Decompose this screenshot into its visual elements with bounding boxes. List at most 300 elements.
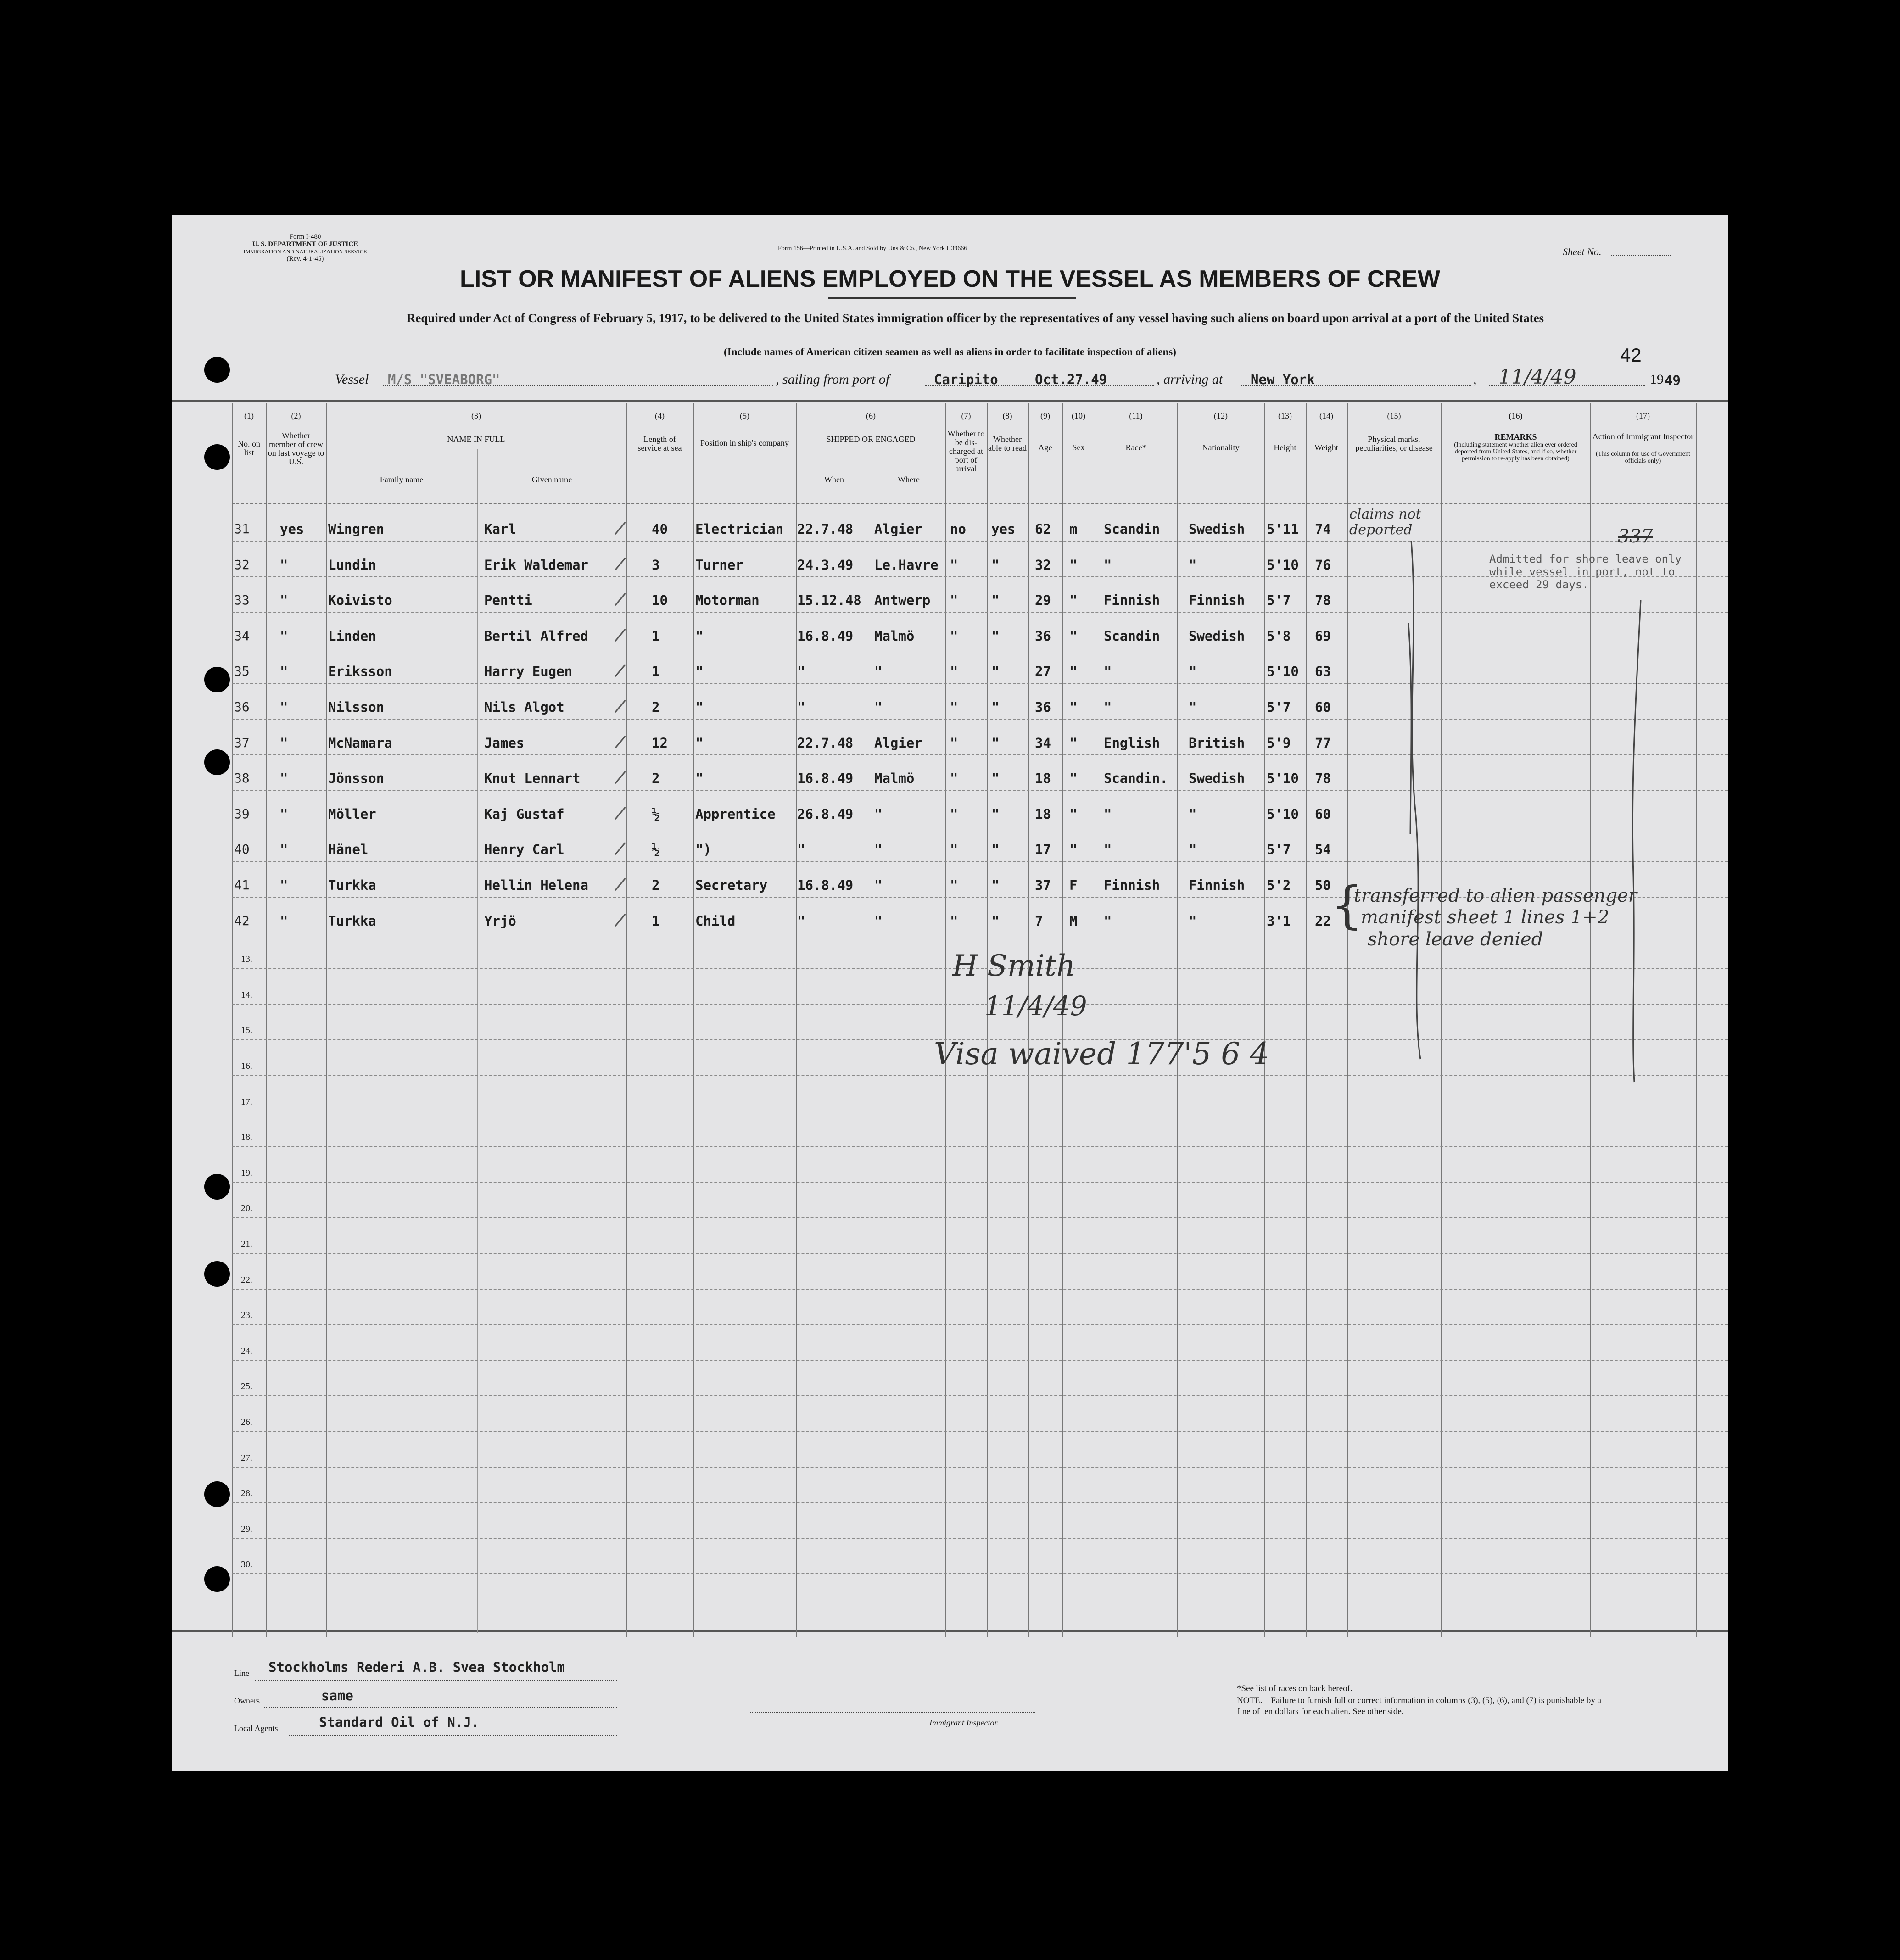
cell-crew-last-voyage[interactable]: " — [280, 592, 288, 609]
cell-given-name[interactable]: Harry Eugen — [484, 664, 573, 680]
cell-crew-last-voyage[interactable]: " — [280, 842, 288, 858]
cell-age[interactable]: 18 — [1035, 806, 1051, 822]
cell-nationality[interactable]: Swedish — [1189, 771, 1245, 787]
cell-age[interactable]: 17 — [1035, 842, 1051, 858]
cell-service-length[interactable]: 1 — [652, 913, 660, 929]
cell-service-length[interactable]: 1 — [652, 628, 660, 644]
transferred-note-1: transferred to alien passenger — [1354, 885, 1637, 906]
cell-weight[interactable]: 22 — [1315, 913, 1331, 929]
blank-row-number: 19. — [241, 1167, 252, 1178]
blank-row-number: 20. — [241, 1203, 252, 1214]
col9-header: Age — [1038, 443, 1052, 452]
cell-given-name[interactable]: Erik Waldemar — [484, 557, 588, 573]
cell-weight[interactable]: 60 — [1315, 806, 1331, 822]
cell-nationality[interactable]: Swedish — [1189, 521, 1245, 537]
table-row-rule — [232, 1538, 1728, 1539]
cell-height[interactable]: 5'10 — [1267, 806, 1299, 822]
cell-shipped-where[interactable]: Antwerp — [874, 592, 931, 609]
cell-crew-last-voyage[interactable]: " — [280, 628, 288, 644]
col3-header: NAME IN FULL — [447, 435, 505, 444]
cell-crew-last-voyage[interactable]: " — [280, 771, 288, 787]
footer-owners-label: Owners — [234, 1696, 260, 1705]
cell-shipped-when[interactable]: 22.7.48 — [797, 735, 854, 751]
cell-nationality[interactable]: " — [1189, 842, 1197, 858]
cell-discharged[interactable]: " — [950, 913, 958, 929]
cell-position[interactable]: " — [695, 664, 704, 680]
cell-position[interactable]: " — [695, 628, 704, 644]
cell-weight[interactable]: 54 — [1315, 842, 1331, 858]
binder-hole — [204, 444, 230, 470]
cell-height[interactable]: 5'7 — [1267, 842, 1291, 858]
col15-num: (15) — [1387, 411, 1401, 420]
blank-row-number: 22. — [241, 1274, 252, 1285]
table-row-rule — [232, 1395, 1728, 1396]
cell-sex[interactable]: " — [1069, 628, 1078, 644]
cell-discharged[interactable]: " — [950, 771, 958, 787]
cell-given-name[interactable]: Nils Algot — [484, 699, 564, 715]
cell-height[interactable]: 5'9 — [1267, 735, 1291, 751]
cell-nationality[interactable]: " — [1189, 699, 1197, 715]
cell-race[interactable]: Scandin. — [1104, 771, 1168, 787]
table-row-rule — [232, 1217, 1728, 1218]
cell-crew-last-voyage[interactable]: " — [280, 913, 288, 929]
cell-shipped-when[interactable]: " — [797, 842, 805, 858]
col16-num: (16) — [1509, 411, 1523, 420]
blank-row-number: 29. — [241, 1524, 252, 1534]
check-tick — [615, 807, 626, 820]
cell-family-name[interactable]: Lundin — [328, 557, 376, 573]
arriving-port[interactable]: New York — [1251, 372, 1315, 387]
cell-position[interactable]: " — [695, 699, 704, 715]
form-dept: U. S. DEPARTMENT OF JUSTICE — [252, 240, 358, 248]
cell-sex[interactable]: " — [1069, 735, 1078, 751]
page-number: 42 — [1620, 344, 1642, 366]
cell-shipped-where[interactable]: Algier — [874, 521, 922, 537]
cell-position[interactable]: Electrician — [695, 521, 784, 537]
cell-shipped-when[interactable]: " — [797, 664, 805, 680]
cell-shipped-where[interactable]: Algier — [874, 735, 922, 751]
cell-race[interactable]: " — [1104, 664, 1112, 680]
table-bottom-rule — [172, 1630, 1728, 1632]
blank-row-number: 26. — [241, 1417, 252, 1427]
table-row-rule — [232, 1431, 1728, 1432]
cell-race[interactable]: Scandin — [1104, 628, 1160, 644]
binder-hole — [204, 1481, 230, 1507]
col3-num: (3) — [471, 411, 481, 420]
cell-height[interactable]: 5'11 — [1267, 521, 1299, 537]
cell-nationality[interactable]: " — [1189, 664, 1197, 680]
cell-shipped-when[interactable]: 16.8.49 — [797, 628, 854, 644]
transfer-bracket: { — [1331, 876, 1363, 934]
cell-race[interactable]: " — [1104, 557, 1112, 573]
sheet-number-label: Sheet No. — [1563, 246, 1602, 257]
cell-shipped-when[interactable]: 24.3.49 — [797, 557, 854, 573]
binder-hole — [204, 1261, 230, 1287]
cell-discharged[interactable]: " — [950, 699, 958, 715]
table-row-rule — [232, 1502, 1728, 1503]
table-row-rule — [232, 1075, 1728, 1076]
cell-nationality[interactable]: Finnish — [1189, 877, 1245, 893]
cell-shipped-when[interactable]: " — [797, 699, 805, 715]
cell-position[interactable]: Apprentice — [695, 806, 776, 822]
cell-row-number[interactable]: 33 — [234, 592, 250, 608]
cell-row-number[interactable]: 39 — [234, 806, 250, 821]
cell-age[interactable]: 34 — [1035, 735, 1051, 751]
cell-discharged[interactable]: " — [950, 557, 958, 573]
fine-note: NOTE.—Failure to furnish full or correct information in columns (3), (5), (6), and (7) is punishable by a fine of ten dollars for each alien. See other side. — [1237, 1696, 1602, 1716]
blank-row-number: 25. — [241, 1381, 252, 1392]
blank-row-number: 13. — [241, 954, 252, 965]
cell-able-to-read[interactable]: " — [991, 699, 1000, 715]
cell-row-number[interactable]: 38 — [234, 771, 250, 786]
cell-row-number[interactable]: 35 — [234, 664, 250, 679]
col6-num: (6) — [866, 411, 876, 420]
cell-height[interactable]: 3'1 — [1267, 913, 1291, 929]
page-subtitle: Required under Act of Congress of February 5, 1917, to be delivered to the United States immigration officer by the representatives of any vessel having such aliens on board upon arrival at a port of the United States — [406, 311, 1544, 325]
cell-position[interactable]: Turner — [695, 557, 743, 573]
cell-able-to-read[interactable]: " — [991, 842, 1000, 858]
col3-given-header: Given name — [531, 475, 572, 484]
cell-sex[interactable]: F — [1069, 877, 1078, 893]
col11-num: (11) — [1129, 411, 1143, 420]
col4-header: Length of service at sea — [637, 435, 682, 452]
cell-weight[interactable]: 76 — [1315, 557, 1331, 573]
cell-age[interactable]: 32 — [1035, 557, 1051, 573]
cell-race[interactable]: Scandin — [1104, 521, 1160, 537]
cell-race[interactable]: " — [1104, 842, 1112, 858]
cell-shipped-where[interactable]: Malmö — [874, 771, 915, 787]
table-row-rule — [232, 1573, 1728, 1574]
cell-discharged[interactable]: " — [950, 842, 958, 858]
table-row-rule — [232, 1360, 1728, 1361]
cell-height[interactable]: 5'10 — [1267, 771, 1299, 787]
cell-able-to-read[interactable]: " — [991, 877, 1000, 893]
cell-crew-last-voyage[interactable]: " — [280, 735, 288, 751]
col17-header: Action of Immigrant Inspector — [1592, 432, 1694, 441]
cell-shipped-where[interactable]: " — [874, 664, 883, 680]
cell-age[interactable]: 18 — [1035, 771, 1051, 787]
footer-line-value[interactable]: Stockholms Rederi A.B. Svea Stockholm — [268, 1659, 565, 1675]
cell-weight[interactable]: 69 — [1315, 628, 1331, 644]
cell-shipped-where[interactable]: Le.Havre — [874, 557, 939, 573]
year-prefix: 19 — [1650, 372, 1664, 387]
cell-shipped-when[interactable]: 15.12.48 — [797, 592, 861, 609]
cell-weight[interactable]: 78 — [1315, 771, 1331, 787]
cell-height[interactable]: 5'8 — [1267, 628, 1291, 644]
cell-height[interactable]: 5'10 — [1267, 664, 1299, 680]
cell-age[interactable]: 37 — [1035, 877, 1051, 893]
table-row-rule — [232, 861, 1728, 862]
col5-num: (5) — [740, 411, 749, 420]
cell-service-length[interactable]: 3 — [652, 557, 660, 573]
col14-header: Weight — [1314, 443, 1338, 452]
cell-crew-last-voyage[interactable]: " — [280, 699, 288, 715]
cell-shipped-where[interactable]: " — [874, 699, 883, 715]
blank-row-number: 18. — [241, 1132, 252, 1143]
cell-sex[interactable]: " — [1069, 771, 1078, 787]
blank-row-number: 28. — [241, 1488, 252, 1499]
inspector-signature-date: 11/4/49 — [984, 990, 1087, 1022]
manifest-sheet: Form I-480 U. S. DEPARTMENT OF JUSTICE IMMIGRATION AND NATURALIZATION SERVICE (Rev. 4-1-45) Form 156—Printed in U.S.A. and Sold by Uns & Co., New York U39666 Sheet No. LIST OR MANIFEST OF ALIENS EMPLOYED ON THE VESSEL AS MEMBERS OF CREW Required under Act of Congress of February 5, 1917, to be delivered to the United States immigration officer by the representatives of any vessel having such aliens on board upon arrival at a port of the United States (Include names of American citizen seamen as well as aliens in order to facilitate inspection of aliens) 42 Vessel M/S "SVEABORG" , sailing from port of Caripito Oct.27.49 , arriving at New York , 11/4/49 19 49 (1) (2) (3) (4) (5) (6) (7) (8) (9) (10) (11) (12) (13) (14) (15) (16) (17) No. on list Whether member of crew on last voyage to U.S. NAME IN FULL Family name Given name Length of service at sea Position in ship's company SHIPPED OR ENGAGED When Where Whether to be dis-charged at port of arrival Whether able to read Age Sex Race* Nationality Height Weight Physical marks, peculiarities, or disease REMARKS (Including statement whether alien ever ordered deported from United States, and if so, whether permission to re-apply has been obtained) Action of Immigrant Inspector (This column for use of Government officials only) 31 yes Wingren Karl 40 Electrician 22.7.48 Algier no yes 62 m Scandin Swedish 5'11 74 32 " Lundin Erik Waldemar 3 Turner 24.3.49 Le.Havre " " 32 " " " 5'10 76 33 " Koivisto Pentti 10 Motorman 15.12.48 Antwerp " " 29 " Finnish Finnish 5'7 78 34 " Linden Bertil Alfred 1 " 16.8.49 Malmö " " 36 " Scandin Swedish 5'8 69 35 " Eriksson Harry Eugen 1 " " " " " 27 " " " 5'10 63 36 " Nilsson Nils Algot 2 " " " " " 36 " " " 5'7 60 37 " McNamara James 12 " 22.7.48 Algier " " 34 " English British 5'9 77 38 " Jönsson Knut Lennart 2 " 16.8.49 Malmö " " 18 " Scandin. Swedish 5'10 78 39 " Möller Kaj Gustaf ½ Apprentice 26.8.49 " " " 18 " " " 5'10 60 40 " Hänel Henry Carl ½ ") " " " " 17 " " " 5'7 54 41 " Turkka Hellin Helena 2 Secretary 16.8.49 " " " 37 F Finnish Finnish 5'2 50 42 " Turkka Yrjö 1 Child " " " " 7 M " " 3'1 22 13. 14. 15. 16. 17. 18. 19. 20. 21. 22. 23. 24. 25. 26. 27. 28. 29. 30. claims not deported Admitted for shore leave only while vessel in port, not to exceed 29 days. 337 transferred to alien passenger manifest sheet 1 lines 1+2 shore leave denied { H Smith 11/4/49 Visa waived 177'5 6 4 Line Stockholms Rederi A.B. Svea Stockholm Owners same Local Agents Standard Oil of N.J. Immigrant Inspector. *See list of races on back hereof. NOTE.—Failure to furnish full or correct information in columns (3), (5), (6), and (7) is punishable by a fine of ten dollars for each alien. See other side. — [172, 215, 1728, 1771]
blank-row-number: 21. — [241, 1239, 252, 1249]
cell-sex[interactable]: " — [1069, 842, 1078, 858]
cell-nationality[interactable]: " — [1189, 806, 1197, 822]
blank-row-number: 15. — [241, 1025, 252, 1036]
cell-service-length[interactable]: 1 — [652, 664, 660, 680]
cell-row-number[interactable]: 34 — [234, 628, 250, 643]
cell-height[interactable]: 5'10 — [1267, 557, 1299, 573]
cell-age[interactable]: 27 — [1035, 664, 1051, 680]
cell-race[interactable]: " — [1104, 699, 1112, 715]
cell-sex[interactable]: " — [1069, 806, 1078, 822]
sailing-port[interactable]: Caripito — [934, 372, 998, 387]
cell-shipped-when[interactable]: 22.7.48 — [797, 521, 854, 537]
binder-hole — [204, 1174, 230, 1200]
check-tick — [615, 664, 626, 677]
cell-sex[interactable]: " — [1069, 592, 1078, 609]
cell-position[interactable]: " — [695, 735, 704, 751]
col16-header: REMARKS — [1494, 432, 1537, 441]
cell-position[interactable]: Child — [695, 913, 736, 929]
cell-able-to-read[interactable]: " — [991, 628, 1000, 644]
cell-position[interactable]: Secretary — [695, 877, 768, 893]
cell-family-name[interactable]: Hänel — [328, 842, 369, 858]
footer-agents-value[interactable]: Standard Oil of N.J. — [319, 1714, 480, 1730]
form-id: Form I-480 — [289, 233, 321, 240]
cell-row-number[interactable]: 36 — [234, 699, 250, 715]
cell-shipped-where[interactable]: " — [874, 842, 883, 858]
cell-age[interactable]: 62 — [1035, 521, 1051, 537]
inspector-signature: H Smith — [952, 949, 1076, 983]
cell-given-name[interactable]: Knut Lennart — [484, 771, 581, 787]
cell-age[interactable]: 7 — [1035, 913, 1043, 929]
cell-family-name[interactable]: Koivisto — [328, 592, 392, 609]
cell-position[interactable]: " — [695, 771, 704, 787]
vessel-value[interactable]: M/S "SVEABORG" — [388, 372, 500, 387]
cell-nationality[interactable]: British — [1189, 735, 1245, 751]
cell-height[interactable]: 5'7 — [1267, 699, 1291, 715]
cell-crew-last-voyage[interactable]: " — [280, 806, 288, 822]
col10-header: Sex — [1072, 443, 1085, 452]
table-row-rule — [232, 1253, 1728, 1254]
cell-crew-last-voyage[interactable]: " — [280, 664, 288, 680]
cell-discharged[interactable]: " — [950, 877, 958, 893]
cell-given-name[interactable]: Kaj Gustaf — [484, 806, 564, 822]
col6-header: SHIPPED OR ENGAGED — [826, 435, 916, 444]
cell-nationality[interactable]: " — [1189, 913, 1197, 929]
cell-sex[interactable]: " — [1069, 664, 1078, 680]
cell-nationality[interactable]: Finnish — [1189, 592, 1245, 609]
blank-row-number: 14. — [241, 989, 252, 1000]
cell-weight[interactable]: 50 — [1315, 877, 1331, 893]
cell-family-name[interactable]: Jönsson — [328, 771, 385, 787]
action-struck-number: 337 — [1618, 526, 1653, 547]
cell-given-name[interactable]: Karl — [484, 521, 516, 537]
visa-waived-note: Visa waived 177'5 6 4 — [934, 1036, 1269, 1072]
cell-service-length[interactable]: 12 — [652, 735, 668, 751]
cell-row-number[interactable]: 41 — [234, 877, 250, 893]
cell-family-name[interactable]: Turkka — [328, 877, 376, 893]
include-note: (Include names of American citizen seamen as well as aliens in order to facilitate inspection of aliens) — [724, 346, 1176, 357]
cell-able-to-read[interactable]: " — [991, 592, 1000, 609]
cell-row-number[interactable]: 37 — [234, 735, 250, 750]
col14-num: (14) — [1319, 411, 1333, 420]
table-row-rule — [232, 612, 1728, 613]
col6-where-header: Where — [898, 475, 920, 484]
table-row-rule — [232, 1182, 1728, 1183]
cell-given-name[interactable]: Hellin Helena — [484, 877, 588, 893]
table-top-rule — [172, 400, 1728, 402]
table-row-rule — [232, 719, 1728, 720]
cell-sex[interactable]: " — [1069, 557, 1078, 573]
cell-able-to-read[interactable]: " — [991, 806, 1000, 822]
cell-service-length[interactable]: 2 — [652, 771, 660, 787]
sailing-date[interactable]: Oct.27.49 — [1035, 372, 1107, 387]
cell-discharged[interactable]: " — [950, 735, 958, 751]
cell-row-number[interactable]: 31 — [234, 521, 250, 536]
cell-race[interactable]: Finnish — [1104, 592, 1160, 609]
table-row-rule — [232, 1467, 1728, 1468]
cell-sex[interactable]: m — [1069, 521, 1078, 537]
page-title: LIST OR MANIFEST OF ALIENS EMPLOYED ON THE VESSEL AS MEMBERS OF CREW — [460, 266, 1440, 292]
cell-sex[interactable]: " — [1069, 699, 1078, 715]
cell-given-name[interactable]: James — [484, 735, 525, 751]
cell-shipped-when[interactable]: " — [797, 913, 805, 929]
cell-discharged[interactable]: no — [950, 521, 966, 537]
cell-able-to-read[interactable]: " — [991, 557, 1000, 573]
blank-row-number: 16. — [241, 1061, 252, 1071]
cell-age[interactable]: 36 — [1035, 699, 1051, 715]
cell-weight[interactable]: 78 — [1315, 592, 1331, 609]
col6-when-header: When — [824, 475, 844, 484]
check-tick — [615, 700, 626, 713]
cell-family-name[interactable]: Turkka — [328, 913, 376, 929]
footer-owners-value[interactable]: same — [321, 1688, 353, 1703]
cell-able-to-read[interactable]: " — [991, 735, 1000, 751]
cell-row-number[interactable]: 32 — [234, 557, 250, 572]
cell-height[interactable]: 5'2 — [1267, 877, 1291, 893]
cell-given-name[interactable]: Bertil Alfred — [484, 628, 588, 644]
col17-num: (17) — [1636, 411, 1650, 420]
cell-discharged[interactable]: " — [950, 664, 958, 680]
cell-family-name[interactable]: Wingren — [328, 521, 385, 537]
cell-shipped-where[interactable]: " — [874, 806, 883, 822]
col11-header: Race* — [1125, 443, 1146, 452]
cell-family-name[interactable]: Möller — [328, 806, 376, 822]
cell-weight[interactable]: 60 — [1315, 699, 1331, 715]
blank-row-number: 24. — [241, 1346, 252, 1356]
check-tick — [615, 771, 626, 784]
action-bracket-line — [1627, 600, 1645, 1087]
cell-family-name[interactable]: Linden — [328, 628, 376, 644]
cell-race[interactable]: Finnish — [1104, 877, 1160, 893]
cell-shipped-when[interactable]: 26.8.49 — [797, 806, 854, 822]
cell-service-length[interactable]: 10 — [652, 592, 668, 609]
cell-given-name[interactable]: Yrjö — [484, 913, 516, 929]
cell-race[interactable]: " — [1104, 913, 1112, 929]
cell-height[interactable]: 5'7 — [1267, 592, 1291, 609]
arriving-label: , arriving at — [1157, 372, 1223, 387]
cell-given-name[interactable]: Henry Carl — [484, 842, 564, 858]
cell-age[interactable]: 36 — [1035, 628, 1051, 644]
cell-discharged[interactable]: " — [950, 592, 958, 609]
cell-family-name[interactable]: Eriksson — [328, 664, 392, 680]
cell-discharged[interactable]: " — [950, 806, 958, 822]
cell-able-to-read[interactable]: " — [991, 664, 1000, 680]
check-tick — [615, 629, 626, 642]
remarks-typed-3: exceed 29 days. — [1489, 578, 1589, 591]
cell-given-name[interactable]: Pentti — [484, 592, 532, 609]
cell-family-name[interactable]: Nilsson — [328, 699, 385, 715]
table-row-rule — [232, 1289, 1728, 1290]
cell-nationality[interactable]: Swedish — [1189, 628, 1245, 644]
cell-service-length[interactable]: 2 — [652, 877, 660, 893]
cell-able-to-read[interactable]: " — [991, 771, 1000, 787]
col16-subheader: (Including statement whether alien ever ordered deported from United States, and if so, whether permission to re-apply has been obtained) — [1454, 441, 1577, 462]
cell-service-length[interactable]: ½ — [652, 842, 660, 858]
col1-header: No. on list — [238, 439, 260, 457]
cell-row-number[interactable]: 40 — [234, 842, 250, 857]
cell-age[interactable]: 29 — [1035, 592, 1051, 609]
binder-hole — [204, 357, 230, 383]
col15-header: Physical marks, peculiarities, or disease — [1355, 435, 1433, 452]
table-row-rule — [232, 1324, 1728, 1325]
cell-position[interactable]: ") — [695, 842, 711, 858]
cell-shipped-where[interactable]: " — [874, 877, 883, 893]
cell-discharged[interactable]: " — [950, 628, 958, 644]
cell-row-number[interactable]: 42 — [234, 913, 250, 928]
inspector-signature-line[interactable] — [750, 1712, 1035, 1713]
cell-crew-last-voyage[interactable]: " — [280, 557, 288, 573]
cell-shipped-when[interactable]: 16.8.49 — [797, 771, 854, 787]
binder-hole — [204, 667, 230, 692]
cell-weight[interactable]: 63 — [1315, 664, 1331, 680]
sheet-number-field[interactable] — [1609, 255, 1671, 256]
cell-crew-last-voyage[interactable]: " — [280, 877, 288, 893]
check-tick — [615, 593, 626, 606]
col12-num: (12) — [1214, 411, 1228, 420]
col1-num: (1) — [244, 411, 254, 420]
col2-num: (2) — [291, 411, 301, 420]
cell-race[interactable]: " — [1104, 806, 1112, 822]
cell-sex[interactable]: M — [1069, 913, 1078, 929]
cell-able-to-read[interactable]: yes — [991, 521, 1016, 537]
col8-header: Whether able to read — [988, 435, 1027, 452]
cell-race[interactable]: English — [1104, 735, 1160, 751]
title-rule — [828, 297, 1076, 299]
cell-service-length[interactable]: 40 — [652, 521, 668, 537]
col2-header: Whether member of crew on last voyage to U.S. — [268, 431, 324, 466]
cell-service-length[interactable]: ½ — [652, 806, 660, 822]
arrival-date-handwritten: 11/4/49 — [1498, 365, 1576, 389]
cell-weight[interactable]: 77 — [1315, 735, 1331, 751]
races-note: *See list of races on back hereof. — [1237, 1684, 1352, 1693]
form-rev: (Rev. 4-1-45) — [286, 255, 324, 262]
col4-num: (4) — [655, 411, 665, 420]
cell-shipped-when[interactable]: 16.8.49 — [797, 877, 854, 893]
cell-nationality[interactable]: " — [1189, 557, 1197, 573]
cell-position[interactable]: Motorman — [695, 592, 760, 609]
cell-shipped-where[interactable]: " — [874, 913, 883, 929]
year-value[interactable]: 49 — [1665, 373, 1681, 388]
transferred-note-2: manifest sheet 1 lines 1+2 — [1361, 907, 1609, 928]
cell-able-to-read[interactable]: " — [991, 913, 1000, 929]
cell-crew-last-voyage[interactable]: yes — [280, 521, 304, 537]
cell-service-length[interactable]: 2 — [652, 699, 660, 715]
cell-shipped-where[interactable]: Malmö — [874, 628, 915, 644]
cell-family-name[interactable]: McNamara — [328, 735, 392, 751]
cell-weight[interactable]: 74 — [1315, 521, 1331, 537]
